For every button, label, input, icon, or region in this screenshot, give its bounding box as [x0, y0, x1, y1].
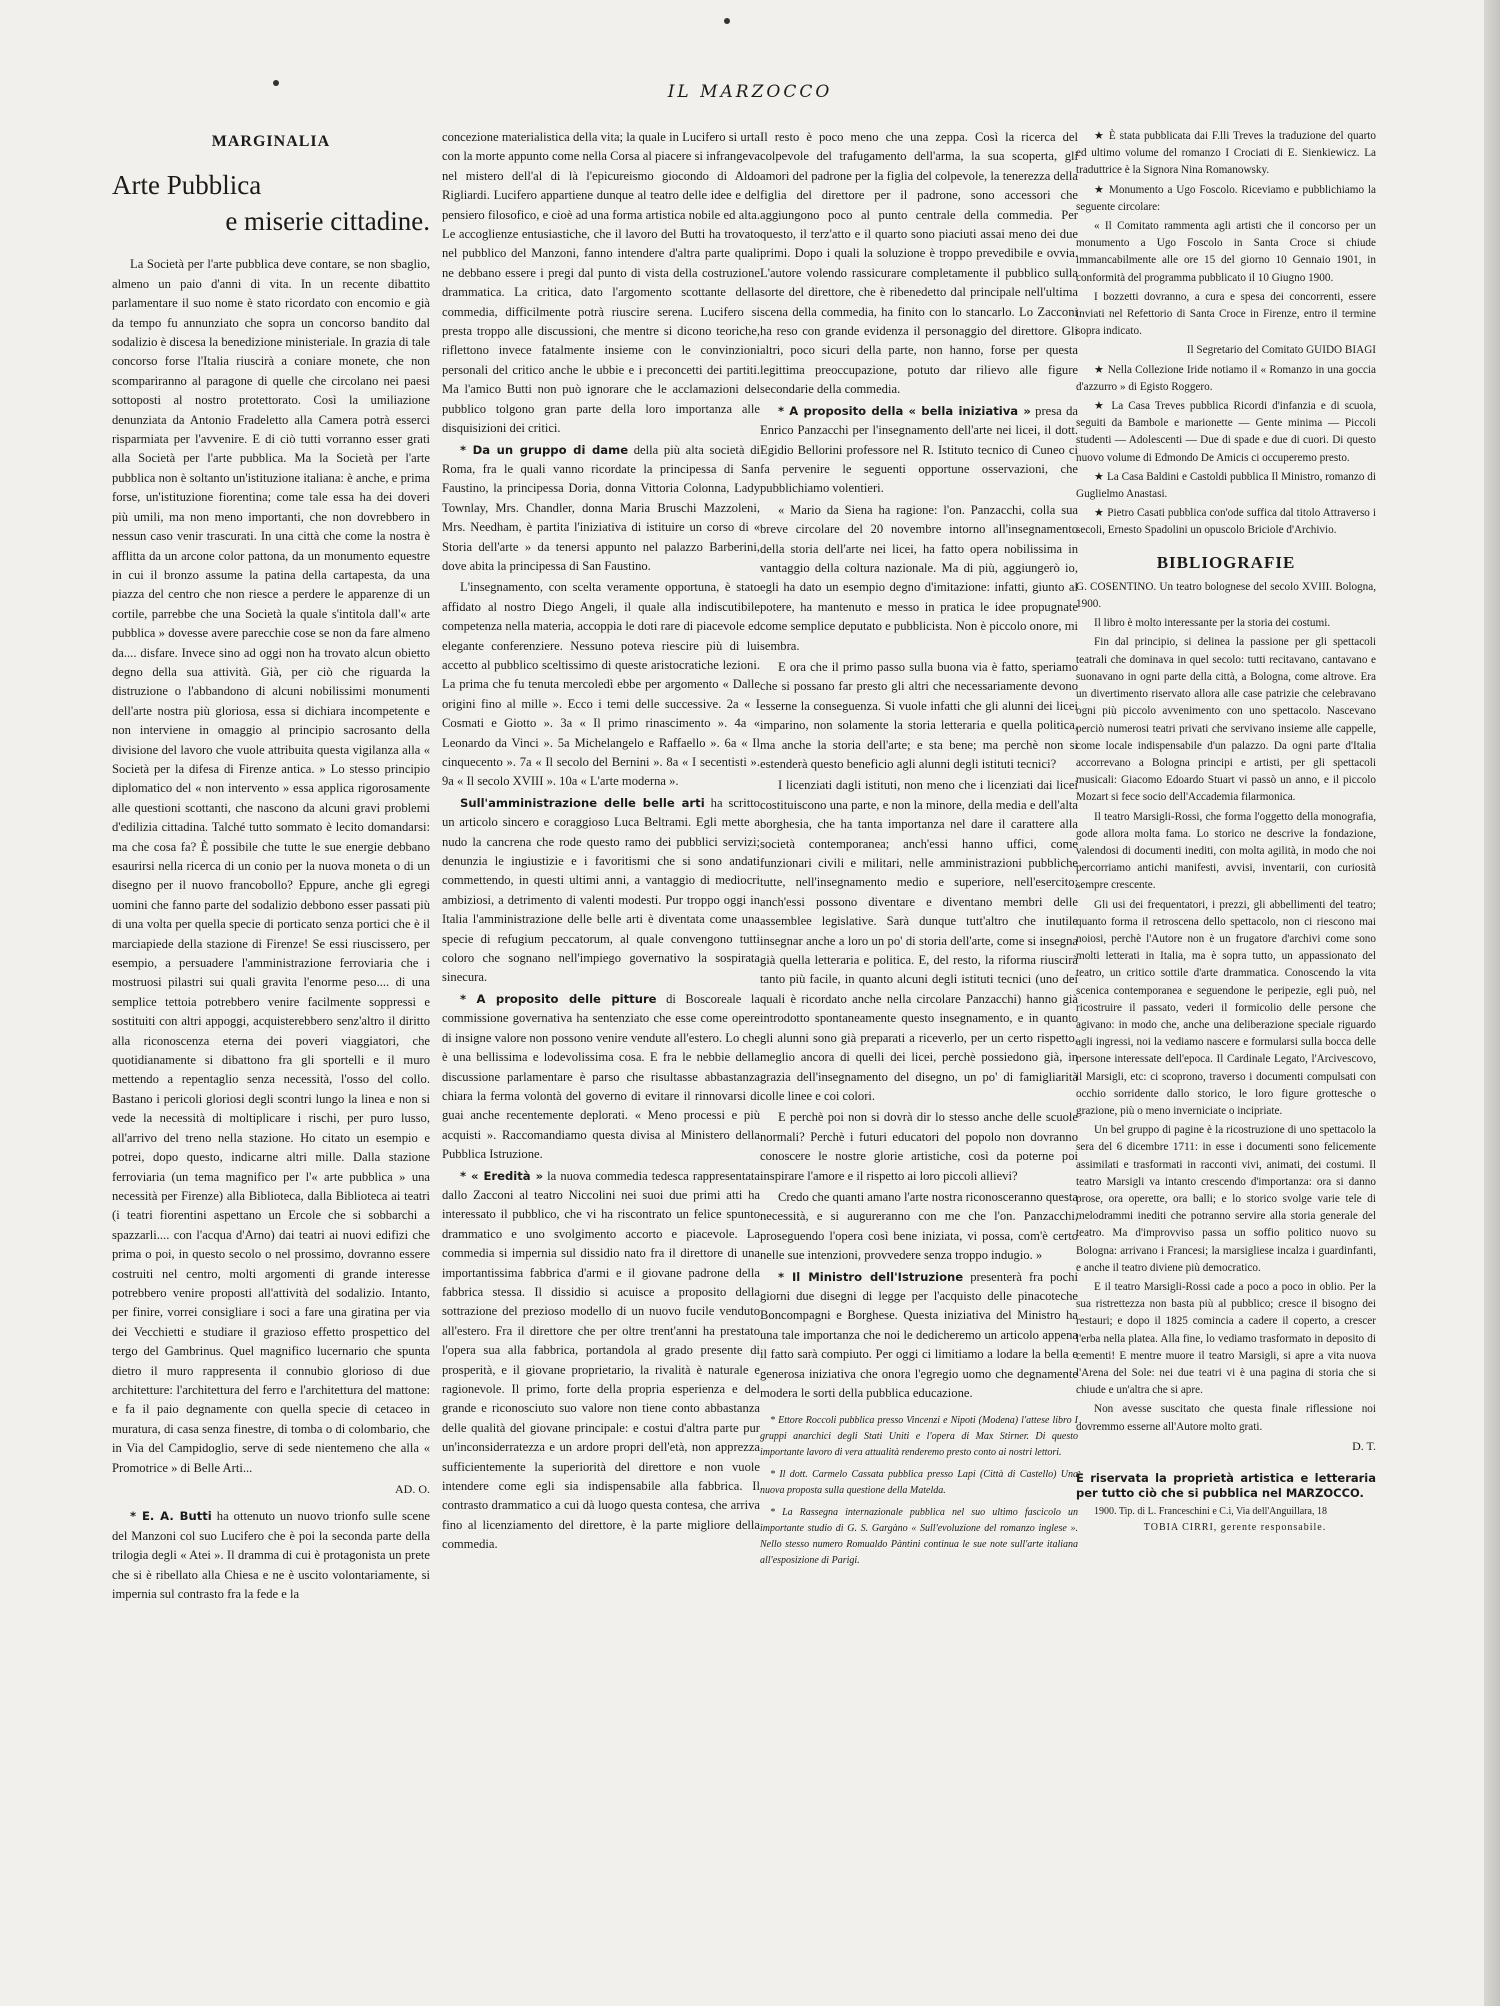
article-paragraph: I licenziati dagli istituti, non meno che i licenziati dai licei costituiscono una parte, e non la minore, della media e dell'alta borghesia, che ha tanta importanza nel dare il carattere alla società contemporanea; anch'essi hanno uffici, come funzionari civili e militari, nelle amministrazioni pubbliche tutte, nell'insegnamento medio e superiore, nell'esercito; anch'essi possono diventare e diventano membri delle assemblee legislative. Sarà dunque tutt'altro che inutile insegnar anche a loro un po' di storia dell'arte, come si insegna già quella letteraria e politica. E, del resto, la riforma riuscirà tanto più facile, in quanto alcuni degli istituti tecnici (uno dei quali è ricordato anche nella circolare Panzacchi) hanno già introdotto spontaneamente questo insegnamento, e in quanto gli alunni sono già preparati a riceverlo, per un certo rispetto, meglio ancora di quelli dei licei, perchè possiedono già, in grazia dell'insegnamento del disegno, un po' di famigliarità colle linee e coi colori. — [760, 778, 1078, 1103]
article-title-line-2: e miserie cittadine. — [225, 206, 430, 237]
article-paragraph: L'insegnamento, con scelta veramente opportuna, è stato affidato al nostro Diego Angeli, il quale alla indiscutibile competenza nella materia, accoppia le doti rare di piacevole ed elegante conferenziere. Nessuno poteva riescire più di lui accetto al pubblico sceltissimo di queste aristocratiche lezioni. La prima che fu tenuta mercoledì ebbe per argomento « Dalle origini fino al mille ». Ecco i temi delle successive. 2a « I Cosmati e Giotto ». 3a « Il primo rinascimento ». 4a « Leonardo da Vinci ». 5a Michelangelo e Raffaello ». 6a « Il cinquecento ». 7a « Il secolo del Bernini ». 8a « I secentisti ». 9a « Il secolo XVIII ». 10a « L'arte moderna ». — [442, 580, 760, 789]
news-note: ★ Nella Collezione Iride notiamo il « Romanzo in una goccia d'azzurro » di Egisto Roggero. — [1076, 363, 1376, 393]
article-paragraph: La Società per l'arte pubblica deve contare, se non sbaglio, almeno un paio d'anni di vita. In un recente dibattito parlamentare il suo nome è stato ricordato con encomio e già da tempo fu annunziato che sopra un concorso bandito dal sodalizio è discesa la benedizione ministeriale. In grazia di tale concorso forse l'Italia riuscirà a coniare monete, che non scompariranno al paragone di quelle che circolano nei paesi sottoposti al nostro protettorato. Così la umiliazione denunziata da Antonio Fradeletto alla Camera potrà esserci risparmiata per l'avvenire. E di ciò tutti vorranno esser grati alla Società per l'arte pubblica. Ma la Società per l'arte pubblica non è soltanto un'istituzione italiana: è anche, e prima forse, un'istituzione fiorentina; come tale essa ha dei doveri più umili, ma non meno importanti, che non dovrebbero in nessun caso venir trascurati. In una città che come la nostra è afflitta da un arcone color pattona, da un monumento equestre in cui il bronzo assume la patina della cartapesta, da una piazza del centro che non riesce a perdere le apparenze di un cortile, parrebbe che una Società la quale s'intitola dall'« arte pubblica » dovesse avere parecchie cose se non da fare almeno da.... disfare. Invece sino ad oggi non ha trovato alcun obietto degno della sua attività. Già, per ciò che riguarda la distruzione o l'abbandono di alcuni nobilissimi monumenti dell'arte nostra più gloriosa, essa si dichiara incompetente e non interviene in omaggio al principio sacrosanto della divisione del lavoro che vuole attribuita questa vigilanza alla « Società per la difesa di Firenze antica. » Lo stesso principio diplomatico del « non intervento » essa applica rigorosamente alle questioni scottanti, che nascono da alcuni gravi problemi d'edilizia cittadina. Talché tutto sommato è lecito domandarsi: ma che cosa fa? È possibile che tutte le sue energie debbano esaurirsi nella ricerca di un conio per la nuova moneta o di un disegno per il nuovo francobollo? Eppure, anche gli egregi uomini che fanno parte del sodalizio debbono esser passati più di una volta per quella specie di porticato senza portici che è il marciapiede della stazione di Firenze! Se essi riuscissero, per esempio, a persuadere l'amministrazione ferroviaria che i mostruosi pilastri sui quali gravita l'enorme peso.... di una semplice tettoia potrebbero venire facilmente soppressi e sostituiti con altri appoggi, acquisterebbero senz'altro il diritto alla riconoscenza eterna dei poveri viaggiatori, che quotidianamente si dibattono fra gli sportelli e il muro mettendo a repentaglio senza necessità, l'osso del collo. Bastano i pericoli gloriosi degli scontri lungo la linea e non si vede la necessità di moltiplicare i rischi, per puro lusso, all'arrivo del treno nella stazione. Ho citato un esempio e potrei, dopo questo, indicarne altri mille. Dalla stazione ferroviaria (un tema magnifico per l'« arte pubblica » una necessità per Firenze) alla Biblioteca, dalla Biblioteca ai teatri (i teatri fiorentini aspettano un Ercole che si sobbarchi a spazzarli.... con l'acqua d'Arno) dai teatri ai nuovi edifizi che prima o poi, in questo secolo o nel prossimo, dovranno essere costruiti nel centro, molti argomenti di grande interesse potrebbero venire proposti all'attività del sodalizio. Intanto, per finire, vorrei consigliare i soci a fare una giratina per via dei Vecchietti e studiare il grazioso effetto prospettico del tergo del Gambrinus. Quel magnifico lucernario che spunta dietro il muro rappresenta il connubio glorioso di due architetture: l'architettura del ferro e l'architettura del mattone: e fa il paio degnamente con quella specie di cetaceo in muratura, di casa senza finestre, di tomba o di colombario, che in Via del Campidoglio, serve di sede nientemeno che alla « Promotrice » di Belle Arti... — [112, 257, 430, 1475]
masthead: IL MARZOCCO — [667, 82, 833, 102]
scan-speck — [724, 18, 730, 24]
bibliography-title: BIBLIOGRAFIE — [1156, 552, 1296, 572]
note-text: presenterà fra pochi giorni due disegni di legge per l'acquisto delle pinacoteche Boncompagni e Borghese. Questa iniziativa del Ministro ha una tale importanza che noi le dedicheremo un articolo appena il fatto sarà compiuto. Per oggi ci limitiamo a lodare la bella e generosa iniziativa che onora l'egregio uomo che degnamente modera le sorti della pubblica educazione. — [760, 1269, 1078, 1400]
news-note: ★ Pietro Casati pubblica con'ode suffica dal titolo Attraverso i secoli, Ernesto Spadolini un opuscolo Briciole d'Archivio. — [1076, 507, 1376, 537]
small-notes — [760, 1413, 1078, 1569]
note-text: di Boscoreale la commissione governativa ha sentenziato che esse come opere di insigne valore non possono venire vendute all'estero. Lo che è una bellissima e lodevolissima cosa. E fra le nebbie della discussione parlamentare è parso che risultasse abbastanza chiara la ferma volontà del governo di evitare il rinnovarsi di guai anche recentemente deplorati. « Meno processi e più acquisti ». Raccomandiamo questa divisa al Ministero della Pubblica Istruzione. — [442, 991, 760, 1162]
bibliography-paragraph: Il libro è molto interessante per la storia dei costumi. — [1094, 617, 1331, 630]
article-paragraph: Credo che quanti amano l'arte nostra riconosceranno questa necessità, e si augureranno con me che l'on. Panzacchi, proseguendo l'opera così bene iniziata, vi possa, com'è certo nelle sue intenzioni, provvedere senza troppo indugio. » — [760, 1189, 1078, 1263]
note-text: ha ottenuto un nuovo trionfo sulle scene del Manzoni col suo Lucifero che è poi la seconda parte della trilogia degli « Atei ». Il dramma di cui è protagonista un prete che si è ribellato alla Chiesa e ne è uscito volontariamente, si impernia sul contrasto fra la fede e la — [112, 1509, 430, 1602]
bibliography-paragraph: Gli usi dei frequentatori, i prezzi, gli abbellimenti del teatro; quanto forma il retroscena dello spettacolo, non ci riescono mai noiosi, perchè l'Autore non è un frugatore d'archivi come sono molti letterati in Italia, ma è sopra tutto, un appassionato del teatro, un critico sottile d'arte drammatica. Conoscendo la vita scenica contemporanea e seguendone le peripezie, egli può, nel ricostruire il passato, vederi il formicolio delle persone che agivano: in modo che, anche una deliberazione speciale riguardo agli ingressi, noi la vediamo nascere e formularsi sulla bocca delle persone interessate dell'epoca. Il Cardinale Legato, l'Arcivescovo, il Marsigli, etc: ci scoprono, traverso i documenti compulsati con occhio sorridente dallo storico, le loro figure grottesche o grazione, più o meno inverniciate o incipriate. — [1076, 898, 1376, 1117]
bibliography-paragraph: Fin dal principio, si delinea la passione per gli spettacoli teatrali che dominava in quel secolo: tutti recitavano, cantavano e suonavano in ogni parte della città, a Bologna, come altrove. Era un divertimento riservato allora alle case patrizie che celebravano ogni più piccolo avvenimento con uno spettacolo. Nascevano perciò numerosi teatri privati che servivano insieme alle cappelle, come locale indispensabile d'un palazzo. Da ogni parte d'Italia accorrevano a Bologna principi e artisti, per gli spettacoli musicali: Giacomo Edoardo Stuart vi passò un anno, e il piccolo Mozart si fece socio dell'Accademia filarmonica. — [1076, 636, 1376, 804]
note-paragraph — [442, 990, 760, 1165]
bibliography-paragraph: Un bel gruppo di pagine è la ricostruzione di uno spettacolo la sera del 6 dicembre 1711: in esse i documenti sono felicemente assimilati e trasformati in racconti vivi, animati, dei costumi. Il teatro Marsigli va intanto crescendo d'importanza: ora si danno prose, ora operette, ora balli; e lo storico svolge varie tele di melodrammi inediti che potranno servire alla storia generale del teatro. Ma d'improvviso passa un soffio politico nuovo su Bologna: arrivano i Francesi; la marsigliese incalza i guardinfanti, e anche il teatro diviene più democratico. — [1076, 1124, 1376, 1274]
scan-edge — [1484, 0, 1500, 2006]
note-text: presa da Enrico Panzacchi per l'insegnamento dell'arte nei licei, il dott. Egidio Bellorini professore nel R. Istituto tecnico di Cuneo ci fa pervenire le seguenti opportune osservazioni, che pubblichiamo volentieri. — [760, 403, 1078, 496]
column-2 — [442, 128, 760, 1557]
bibliography-paragraph: Non avesse suscitato che questa finale riflessione noi dovremmo esserne all'Autore molto grati. — [1076, 1403, 1376, 1433]
bibliography-paragraph: Il teatro Marsigli-Rossi, che forma l'oggetto della monografia, gode allora molta fama. Lo storico ne descrive la fondazione, valendosi di documenti inediti, con molta agilità, in modo che noi percorriamo antichi manifesti, avvisi, inventarii, con curiosità sempre crescente. — [1076, 810, 1376, 892]
news-note: ★ Monumento a Ugo Foscolo. Riceviamo e pubblichiamo la seguente circolare: — [1076, 183, 1376, 213]
article-paragraph: E perchè poi non si dovrà dir lo stesso anche delle scuole normali? Perchè i futuri educatori del popolo non dovranno conoscere le nostre glorie artistiche, così da poterne poi inspirare l'amore e il rispetto ai loro piccoli allievi? — [760, 1110, 1078, 1183]
small-note: * La Rassegna internazionale pubblica nel suo ultimo fascicolo un importante studio di G. S. Gargàno « Sull'evoluzione del romanzo inglese ». Nello stesso numero Romualdo Pàntini continua le sue note sull'arte italiana all'esposizione di Parigi. — [760, 1507, 1078, 1567]
bibliography-signature: D. T. — [1352, 1438, 1376, 1453]
column-1 — [112, 128, 430, 1606]
article-paragraph: Il resto è poco meno che una zeppa. Così la ricerca del colpevole del trafugamento dell'arma, la sua scoperta, gli amori del padrone per la figlia del colpevole, la tenerezza della figlia del direttore per il padrone, sono accessori che aggiungono poco al punto centrale della commedia. Per questo, il terz'atto e il quarto sono piaciuti assai meno dei due primi. Dopo i quali la soluzione è troppo prevedibile e ovvia. L'autore volendo rassicurare completamente il pubblico sulla sorte del direttore, che è ribenedetto dal principale nell'ultima scena della commedia, ha finito con lo stancarlo. Lo Zacconi ha reso con grande evidenza il personaggio del direttore. Gli altri, poco sicuri della parte, non hanno, forse per questa legittima preoccupazione, potuto dar rilievo alle figure secondarie della commedia. — [760, 130, 1078, 397]
article-signature: AD. O. — [395, 1482, 430, 1496]
news-note: « Il Comitato rammenta agli artisti che il concorso per un monumento a Ugo Foscolo in Santa Croce si chiude immancabilmente alle ore 15 del giorno 10 Gennaio 1901, in conformità del programma pubblicato il 10 Giugno 1900. — [1076, 220, 1376, 284]
section-title: MARGINALIA — [211, 133, 331, 150]
note-lead: Sull'amministrazione delle belle arti — [460, 795, 705, 810]
bibliography-paragraph: E il teatro Marsigli-Rossi cade a poco a poco in oblio. Per la sua ristrettezza non basta più al pubblico; cresce il bisogno dei restauri; e dopo il 1825 comincia a cadere il coperto, a crescer l'erba nella platea. Alla fine, lo vediamo trasformato in deposito di cementi! E mentre muore il teatro Marsigli, si apre a vita nuova l'Arena del Sole: nei due teatri vi è una pagina di storia che si chiude e un'altra che si apre. — [1076, 1281, 1376, 1397]
article-paragraph: E ora che il primo passo sulla buona via è fatto, speriamo che si possano far presto gli altri che necessariamente devono esserne la conseguenza. Si vuole infatti che gli alunni dei licei imparino, non solamente la storia letteraria e quella politica, ma anche la storia dell'arte; e sta bene; ma perchè non si estenderà questo beneficio agli alunni degli istituti tecnici? — [760, 659, 1078, 771]
note-lead: * E. A. Butti — [130, 1509, 212, 1524]
article-title-line-1: Arte Pubblica — [112, 170, 262, 201]
news-note: I bozzetti dovranno, a cura e spesa dei concorrenti, essere inviati nel Refettorio di Santa Croce in Firenze, entro il termine sopra indicato. — [1076, 290, 1376, 338]
news-note: ★ La Casa Treves pubblica Ricordi d'infanzia e di scuola, seguiti da Bambole e marionette — Gente minima — Piccoli studenti — Adolescenti — Due di spade e due di cuori. Di questo nuovo volume di Edmondo De Amicis ci occuperemo presto. — [1076, 400, 1376, 464]
bibliography-reference: G. COSENTINO. Un teatro bolognese del secolo XVIII. Bologna, 1900. — [1076, 580, 1376, 611]
small-note: * Ettore Roccoli pubblica presso Vincenzi e Nipoti (Modena) l'attese libro I gruppi anarchici degli Stati Uniti e l'opera di Max Stirner. Di questo importante lavoro di vera attualità renderemo presto conto ai nostri lettori. — [760, 1415, 1078, 1459]
note-text: ha scritto un articolo sincero e coraggioso Luca Beltrami. Egli mette a nudo la cancrena che rode questo ramo dei pubblici servizi; denunzia le ingiustizie e i favoritismi che si sono andati commettendo, in questi ultimi anni, a vantaggio di mediocri ambiziosi, a detrimento di valenti modesti. Pur troppo oggi in Italia l'amministrazione delle belle arti è diventata come una specie di refugium peccatorum, al quale convengono tutti coloro che sognano nell'impiego governativo la sospirata sinecura. — [442, 795, 760, 985]
note-text: la nuova commedia tedesca rappresentata dallo Zacconi al teatro Niccolini nei suoi due primi atti ha interessato il pubblico, che vi ha riscontrato un felice spunto drammatico e uno svolgimento accorto e piacevole. La commedia si impernia sul dissidio nato fra il direttore di una importantissima fabbrica d'armi e il giovane padrone della fabbrica stessa. Il dissidio si acuisce a proposito della sottrazione del prezioso modello di un nuovo fucile venduto all'estero. Fra il direttore che per oltre trent'anni ha prestato l'opera sua alla fabbrica, portandola al grado presente di prosperità, e il giovane proprietario, la rivalità è naturale e ragionevole. Il primo, forte della propria esperienza e del grande e riconosciuto suo valore non tiene conto abbastanza delle qualità del giovane principale: e costui d'altra parte pur un'inconsiderratezza e un ardore propri dell'età, non apprezza sufficientemente la superiorità del direttore e non vuole intendere come egli sia indispensabile alla fabbrica. Il contrasto drammatico a cui dà luogo questa contesa, che arriva fino al licenziamento del direttore, è la parte migliore della commedia. — [442, 1168, 760, 1552]
note-lead: * A proposito delle pitture — [460, 991, 657, 1006]
news-note: ★ La Casa Baldini e Castoldi pubblica Il Ministro, romanzo di Guglielmo Anastasi. — [1076, 470, 1376, 501]
note-paragraph — [442, 441, 760, 577]
news-note-signature: Il Segretario del Comitato GUIDO BIAGI — [1186, 344, 1376, 357]
article-paragraph: concezione materialistica della vita; la quale in Lucifero si urta con la morte appunto come nella Corsa al piacere si infrangeva nel mistero dell'al di là l'epicureismo giocondo di Aldo Rigliardi. Lucifero appartiene dunque al teatro delle idee e del pensiero filosofico, e cioè ad una forma artistica nobile ed alta. Le accoglienze entusiastiche, che il lavoro del Butti ha trovato nel pubblico del Manzoni, fanno intendere d'altra parte quali ne debbano essere i pregi dal punto di vista della costruzione drammatica. La critica, dato l'argomento scottante della commedia, difficilmente potrà riuscire serena. Lucifero si presta troppo alle discussioni, che mentre si dicono teoriche, riflettono invece fatalmente insieme con le convinzioni personali del critico anche le ubbie e i preconcetti dei partiti. Ma l'amico Butti non può ignorare che le acclamazioni del pubblico tolgono gran parte della loro importanza alle disquisizioni dei critici. — [442, 130, 760, 436]
manager-name: TOBIA CIRRI, gerente responsabile. — [1143, 1522, 1327, 1534]
news-note: ★ È stata pubblicata dai F.lli Treves la traduzione del quarto ed ultimo volume del romanzo I Crociati di E. Sienkiewicz. La traduttrice è la Signora Nina Romanowsky. — [1076, 130, 1376, 177]
note-lead: * Il Ministro dell'Istruzione — [778, 1269, 964, 1284]
note-paragraph — [442, 1167, 760, 1555]
column-4 — [1076, 128, 1376, 1537]
printer-line: 1900. Tip. di L. Franceschini e C.i, Via dell'Anguillara, 18 — [1094, 1506, 1327, 1518]
note-paragraph — [112, 1507, 430, 1604]
note-lead: * « Eredità » — [460, 1168, 544, 1183]
note-text: della più alta società di Roma, fra le quali vanno ricordate la principessa di San Faustino, la principessa Doria, donna Vittoria Colonna, Lady Townlay, Mrs. Chandler, donna Maria Bruschi Mazzoleni, Mrs. Needham, è partita l'iniziativa di istituire un corso di « Storia dell'arte » da tenersi appunto nel palazzo Barberini, dove abita la principessa di San Faustino. — [442, 442, 760, 573]
note-paragraph — [442, 794, 760, 988]
note-paragraph — [760, 402, 1078, 499]
copyright-notice: È riservata la proprietà artistica e letteraria per tutto ciò che si pubblica nel MARZOCCO. — [1076, 1471, 1376, 1501]
small-note: * Il dott. Carmelo Cassata pubblica presso Lapi (Città di Castello) Una nuova proposta sulla questione della Matelda. — [760, 1469, 1078, 1497]
note-paragraph — [760, 1268, 1078, 1404]
note-lead: * Da un gruppo di dame — [460, 442, 629, 457]
article-paragraph: « Mario da Siena ha ragione: l'on. Panzacchi, colla sua breve circolare del 20 novembre intorno all'insegnamento della storia dell'arte nei licei, ha fatto opera nobilissima in vantaggio della coltura nazionale. Ma di più, aggiungerò io, egli ha dato un esempio degno d'imitazione: infatti, giunto al potere, ha mantenuto e messo in pratica le idee propugnate come semplice deputato e pubblicista. Non è piccolo onore, mi sembra. — [760, 502, 1078, 653]
note-lead: * A proposito della « bella iniziativa » — [778, 403, 1031, 418]
column-3 — [760, 128, 1078, 1575]
